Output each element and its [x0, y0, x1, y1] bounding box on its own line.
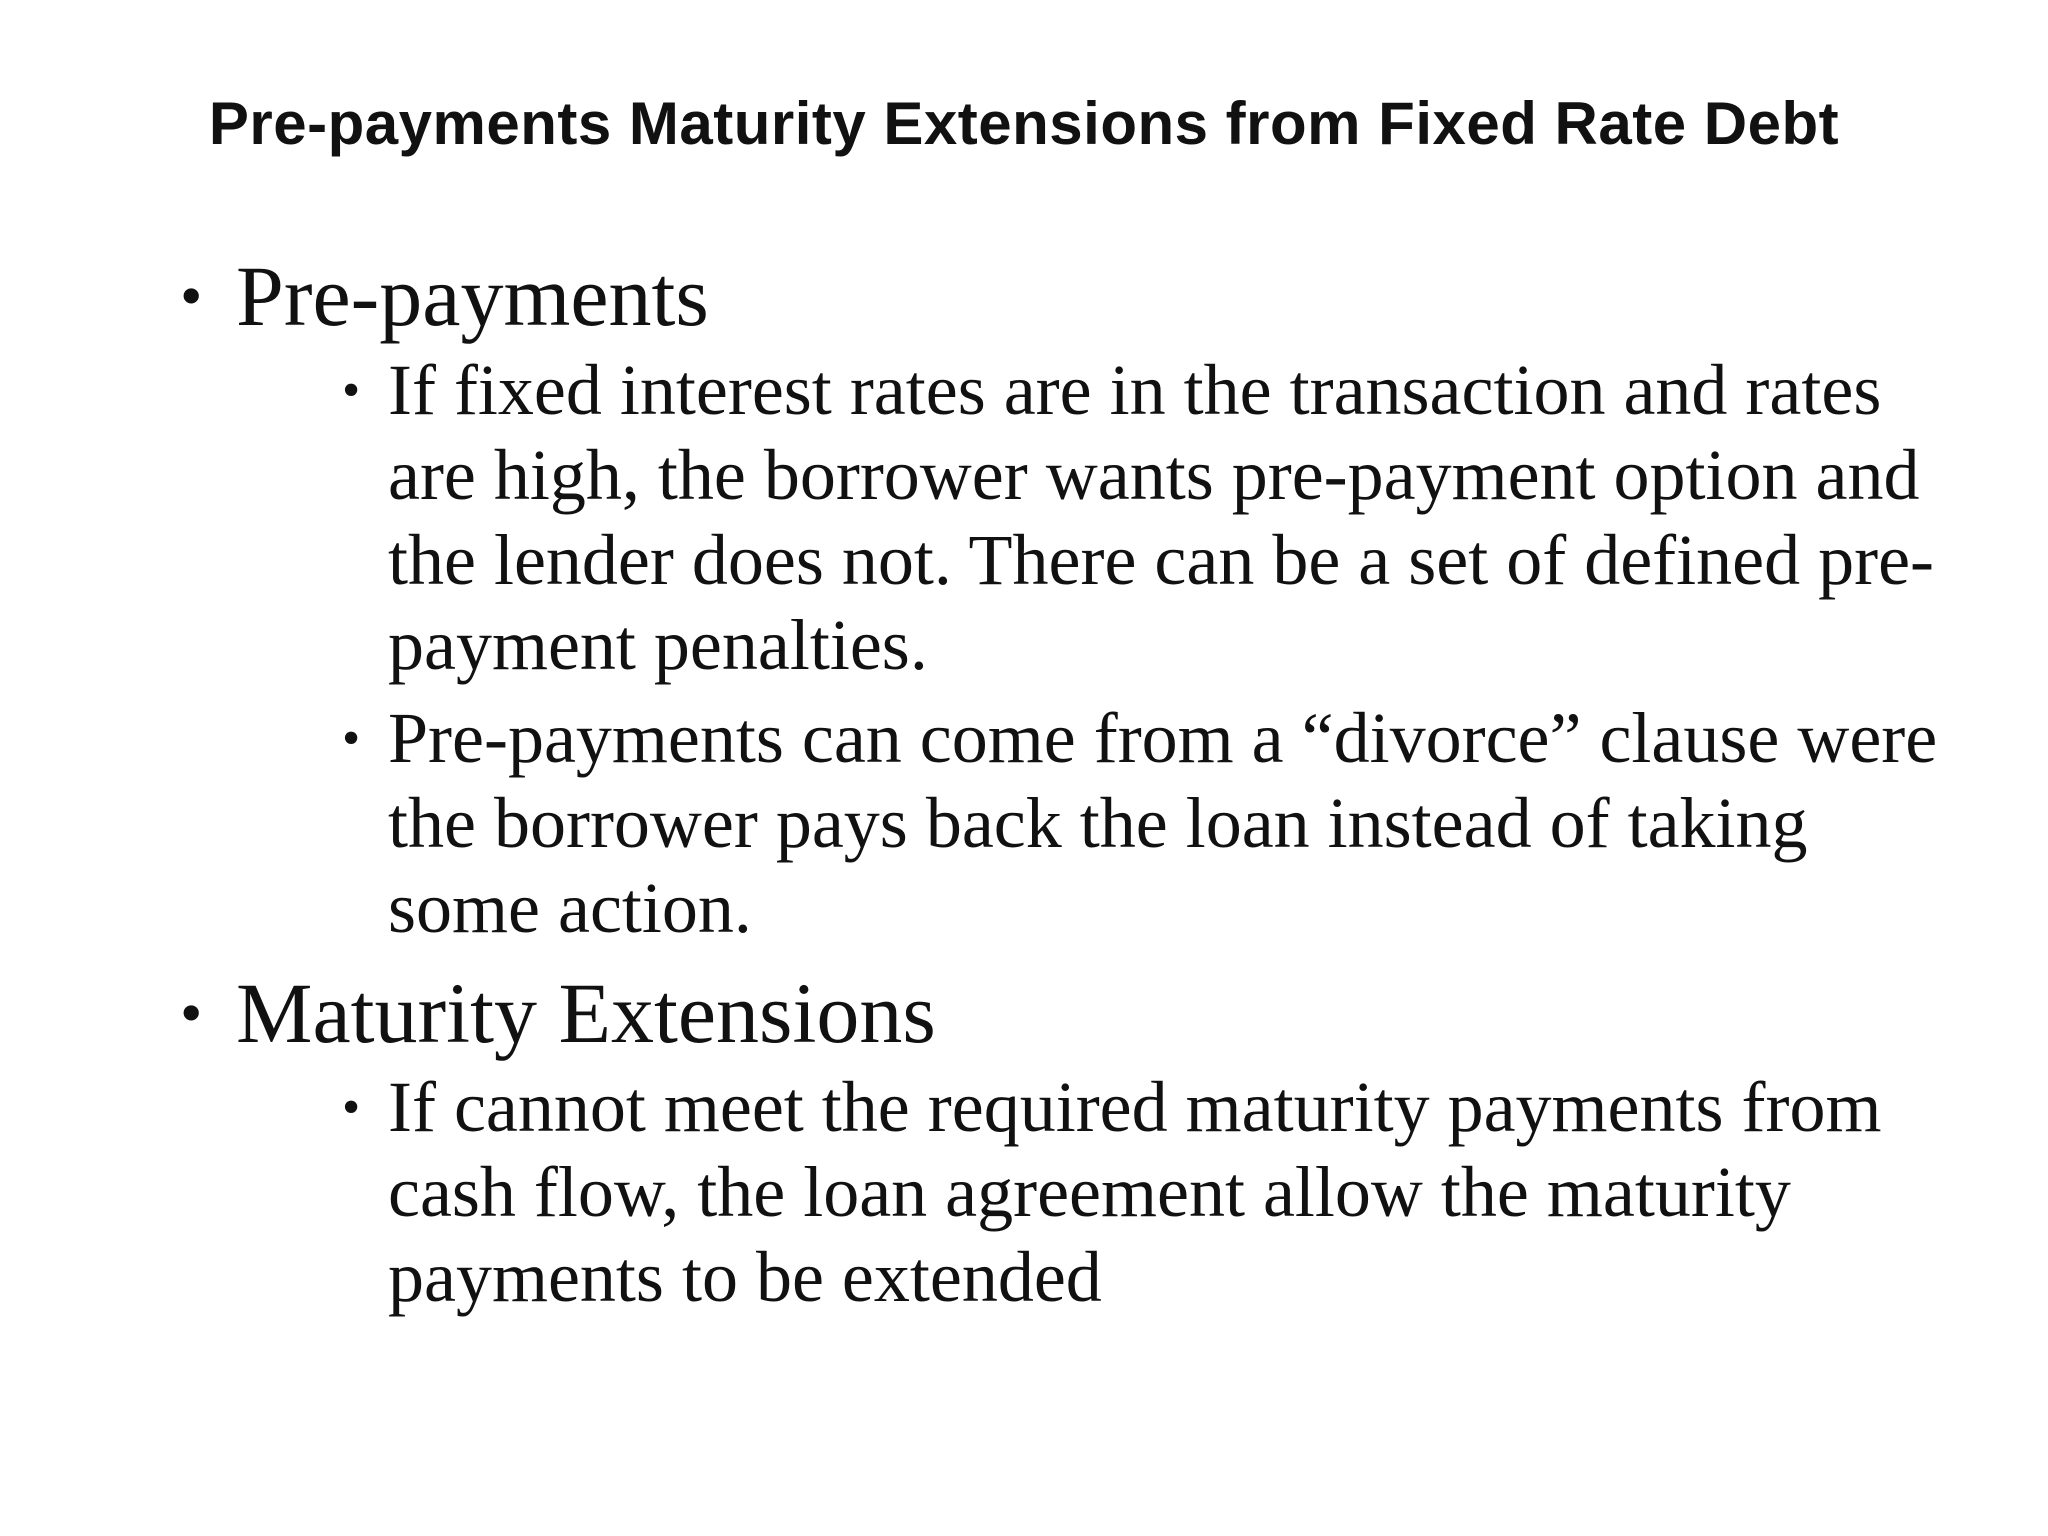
list-item-text: Pre-payments can come from a “divorce” clause were the borrower pays back the loan instead of taking some action.	[388, 698, 1938, 948]
bullet-list	[180, 248, 1960, 1328]
sub-bullet-list	[236, 1065, 1960, 1320]
sub-bullet-icon: •	[342, 710, 361, 767]
list-item	[236, 348, 1960, 688]
bullet-icon: •	[180, 260, 203, 331]
section-heading: Maturity Extensions	[236, 965, 936, 1061]
list-item	[236, 696, 1960, 951]
bullet-icon: •	[180, 977, 203, 1048]
sub-bullet-icon: •	[342, 1079, 361, 1136]
slide-title: Pre-payments Maturity Extensions from Fixed Rate Debt	[208, 90, 1840, 157]
sub-bullet-icon: •	[342, 362, 361, 419]
list-item	[236, 1065, 1960, 1320]
list-item-text: If cannot meet the required maturity payments from cash flow, the loan agreement allow the maturity payments to be extended	[388, 1067, 1882, 1317]
list-item-text: If fixed interest rates are in the transaction and rates are high, the borrower wants pre-payment option and the lender does not. There can be a set of defined pre-payment penalties.	[388, 350, 1934, 685]
section-heading: Pre-payments	[236, 248, 709, 344]
sub-bullet-list	[236, 348, 1960, 951]
section-prepayments	[180, 248, 1960, 951]
section-maturity-extensions	[180, 965, 1960, 1320]
